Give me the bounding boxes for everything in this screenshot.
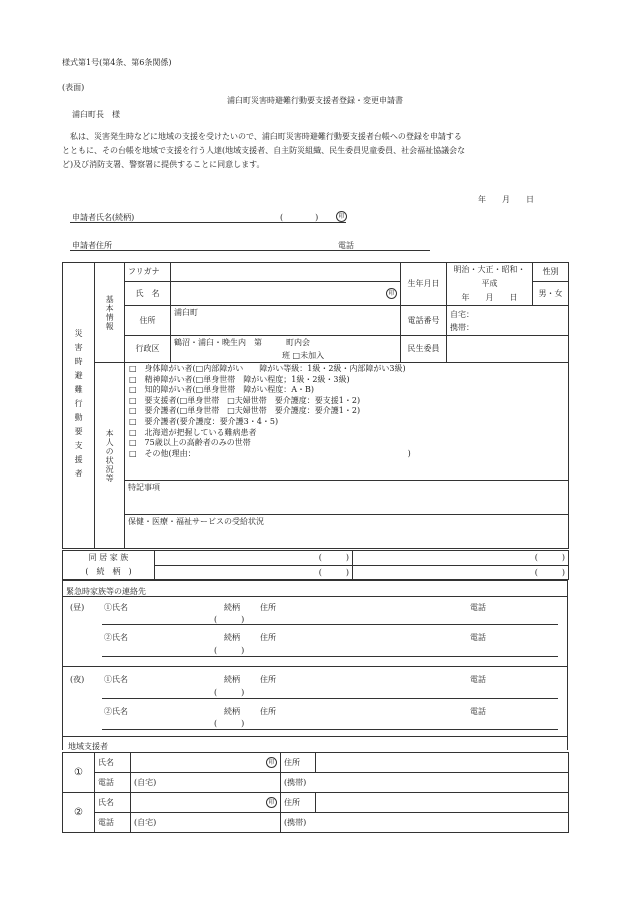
name-label: 氏 名 (125, 282, 171, 306)
supporter-1-name-field[interactable] (131, 753, 281, 773)
emergency-night-line2[interactable] (102, 729, 558, 730)
applicant-address-label: 申請者住所 (72, 241, 112, 250)
supporter-2-home-label: (自宅) (134, 817, 157, 827)
condition-item[interactable]: □ 身体障がい者(□内部障がい 障がい等級：1級・2級・内部障がい3級) (129, 364, 406, 373)
household-relation-text: ( 続 柄 ) (85, 567, 132, 576)
phone-number-label: 電話番号 (401, 306, 447, 336)
supporter-1-home-label: (自宅) (134, 777, 157, 787)
emergency-title: 緊急時家族等の連絡先 (66, 587, 146, 596)
special-notes-field[interactable] (125, 481, 569, 515)
section-label-status: 本人の状況等 (95, 363, 125, 549)
application-date: 年 月 日 (478, 195, 534, 204)
household-label (63, 551, 155, 580)
emergency-night-phone2-label: 電話 (470, 707, 486, 716)
consent-line-2: とともに、その台帳を地域で支援を行う人達(地域支援者、自主防災組織、民生委員児童委員、社会福祉協議会な (62, 146, 466, 155)
supporter-1-home-phone[interactable] (131, 773, 281, 793)
section-label-registrant: 災害時避難行動要支援者 (63, 263, 95, 549)
address-field[interactable]: 浦臼町 (171, 306, 401, 336)
supporter-1-mobile-label: (携帯) (284, 777, 307, 787)
condition-item[interactable]: □ 要介護者(要介護度：要介護3・4・5) (129, 416, 279, 426)
emergency-night-name2-label: ②氏名 (104, 707, 128, 716)
emergency-night-relation1-label: 続柄 (224, 675, 240, 684)
applicant-address-line[interactable] (70, 250, 430, 251)
emergency-day-phone1-label: 電話 (470, 603, 486, 612)
supporters-table (62, 752, 569, 833)
condition-item[interactable]: □ 要支援者(□単身世帯 □夫婦世帯 要介護度：要支援1・2) (129, 395, 361, 405)
applicant-name-line[interactable] (70, 222, 346, 223)
supporter-2-address-field[interactable] (316, 793, 569, 813)
page-title: 浦臼町災害時避難行動要支援者登録・変更申請書 (227, 96, 403, 105)
section-label-basic: 基本情報 (95, 263, 125, 363)
household-member-1[interactable] (155, 551, 353, 566)
furigana-label: フリガナ (125, 263, 171, 282)
condition-item[interactable]: □ 75歳以上の高齢者のみの世帯 (129, 438, 251, 448)
gender-options[interactable]: 男・女 (533, 282, 569, 306)
emergency-left-border (62, 580, 63, 750)
emergency-night-relation2-label: 続柄 (224, 707, 240, 716)
emergency-day-relation2-label: 続柄 (224, 633, 240, 642)
household-label-text: 同 居 家 族 (88, 553, 129, 562)
condition-checklist[interactable] (125, 363, 569, 481)
emergency-day-address2-label: 住所 (260, 633, 276, 642)
registrant-table (62, 262, 569, 549)
emergency-top-border (62, 580, 568, 581)
condition-item[interactable]: □ 精神障がい者(□単身世帯 障がい程度；1級・2級・3級) (129, 374, 350, 384)
district-field[interactable] (171, 336, 401, 363)
supporter-2-number: ② (63, 793, 95, 833)
household-member-3[interactable] (155, 565, 353, 580)
supporter-2-name-field[interactable] (131, 793, 281, 813)
supporter-2-mobile-phone[interactable] (281, 813, 569, 833)
household-member-2[interactable] (353, 551, 569, 566)
services-field[interactable] (125, 515, 569, 549)
supporter-2-seal: 印 (266, 797, 277, 808)
emergency-day-relation2-paren: ( ) (214, 646, 245, 655)
supporter-2-address-label: 住所 (281, 793, 316, 813)
form-side: (表面) (62, 83, 85, 92)
supporter-2-home-phone[interactable] (131, 813, 281, 833)
welfare-commissioner-label: 民生委員 (401, 336, 447, 363)
phone-number-field[interactable] (447, 306, 569, 336)
household-relation-2: ( ) (534, 553, 565, 563)
emergency-night-line1[interactable] (102, 698, 558, 699)
form-number: 様式第1号(第4条、第6条関係) (62, 58, 172, 67)
supporter-1-mobile-phone[interactable] (281, 773, 569, 793)
emergency-night-relation2-paren: ( ) (214, 719, 245, 728)
emergency-night-address1-label: 住所 (260, 675, 276, 684)
name-seal: 印 (386, 288, 397, 299)
applicant-phone-label: 電話 (338, 241, 354, 250)
emergency-night-relation1-paren: ( ) (214, 688, 245, 697)
services-label: 保健・医療・福祉サービスの受給状況 (128, 517, 264, 526)
addressee: 浦臼町長 様 (72, 110, 120, 119)
emergency-day-phone2-label: 電話 (470, 633, 486, 642)
name-field[interactable] (171, 282, 401, 306)
emergency-night-label: (夜) (70, 675, 85, 684)
home-phone-label: 自宅： (450, 309, 475, 319)
supporter-1-number: ① (63, 753, 95, 793)
emergency-day-label: (昼) (70, 603, 85, 612)
emergency-day-line1[interactable] (102, 624, 558, 625)
furigana-field[interactable] (171, 263, 401, 282)
condition-item[interactable]: □ その他(理由： ) (129, 448, 411, 458)
condition-item[interactable]: □ 要介護者(□単身世帯 □夫婦世帯 要介護度：要介護1・2) (129, 406, 361, 416)
gender-label: 性別 (533, 263, 569, 282)
emergency-night-address2-label: 住所 (260, 707, 276, 716)
emergency-day-relation1-label: 続柄 (224, 603, 240, 612)
district-group: 班 □未加入 (282, 351, 325, 360)
district-options: 鶴沼・浦臼・晩生内 第 町内会 (174, 338, 310, 347)
birthdate-field[interactable] (447, 263, 533, 306)
supporter-1-phone-label: 電話 (95, 773, 131, 793)
household-table (62, 550, 569, 580)
emergency-divider (62, 666, 568, 667)
emergency-night-phone1-label: 電話 (470, 675, 486, 684)
emergency-day-name2-label: ②氏名 (104, 633, 128, 642)
supporter-1-seal: 印 (266, 757, 277, 768)
household-relation-3: ( ) (318, 567, 349, 577)
special-notes-label: 特記事項 (128, 483, 160, 492)
consent-line-1: 私は、災害発生時などに地域の支援を受けたいので、浦臼町災害時避難行動要支援者台帳への登録を申請する (62, 132, 462, 141)
welfare-commissioner-field[interactable] (447, 336, 569, 363)
emergency-night-name1-label: ①氏名 (104, 675, 128, 684)
district-label: 行政区 (125, 336, 171, 363)
emergency-day-name1-label: ①氏名 (104, 603, 128, 612)
household-relation-4: ( ) (534, 567, 565, 577)
birthdate-ymd: 年 月 日 (461, 293, 518, 302)
supporter-1-name-label: 氏名 (95, 753, 131, 773)
applicant-relation-paren: ( ) (280, 213, 319, 222)
emergency-title-border (62, 596, 568, 597)
household-member-4[interactable] (353, 565, 569, 580)
consent-line-3: ど)及び消防支署、警察署に提供することに同意します。 (62, 160, 265, 169)
address-label: 住所 (125, 306, 171, 336)
era-options: 明治・大正・昭和・平成 (453, 265, 526, 288)
condition-item[interactable]: □ 北海道が把握している難病患者 (129, 427, 257, 437)
supporter-1-address-label: 住所 (281, 753, 316, 773)
emergency-right-border (567, 580, 568, 750)
supporter-2-name-label: 氏名 (95, 793, 131, 813)
supporter-2-mobile-label: (携帯) (284, 817, 307, 827)
mobile-phone-label: 携帯： (450, 322, 475, 332)
supporters-title: 地域支援者 (68, 742, 108, 751)
supporters-top-border (62, 736, 568, 737)
applicant-name-label: 申請者氏名(続柄) (72, 213, 135, 222)
applicant-seal: 印 (336, 211, 347, 222)
supporter-1-address-field[interactable] (316, 753, 569, 773)
emergency-day-line2[interactable] (102, 656, 558, 657)
birthdate-label: 生年月日 (401, 263, 447, 306)
supporter-2-phone-label: 電話 (95, 813, 131, 833)
emergency-day-relation1-paren: ( ) (214, 615, 245, 624)
emergency-day-address1-label: 住所 (260, 603, 276, 612)
condition-item[interactable]: □ 知的障がい者(□単身世帯 障がい程度：A・B) (129, 385, 315, 395)
household-relation-1: ( ) (318, 553, 349, 563)
